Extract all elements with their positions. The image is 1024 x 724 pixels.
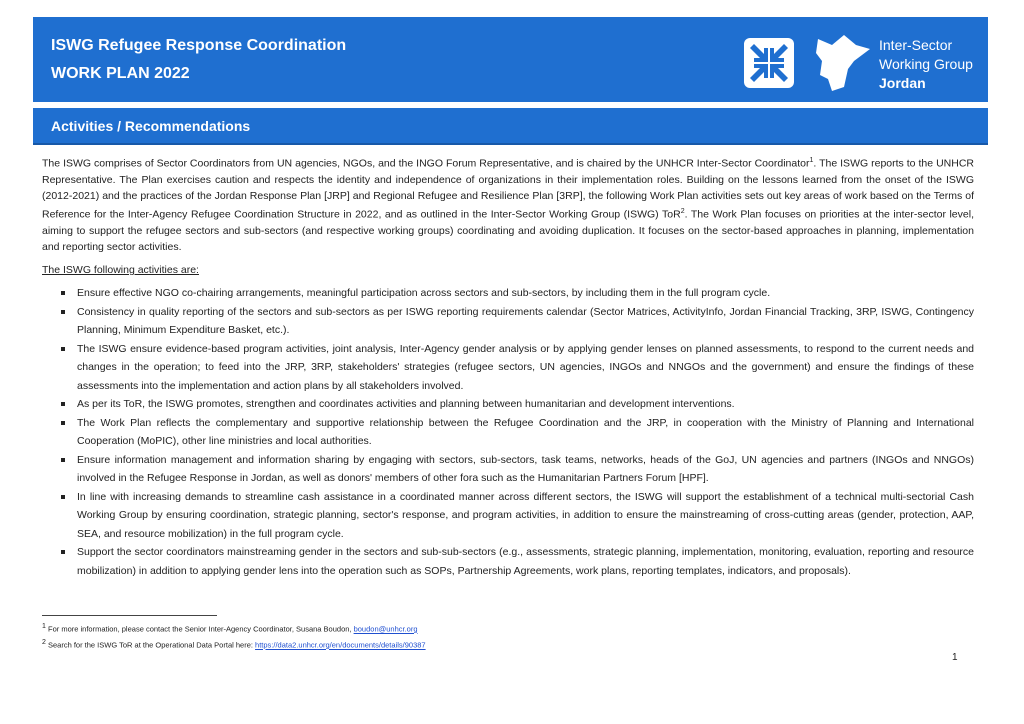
activity-text: As per its ToR, the ISWG promotes, strengthen and coordinates activities and planning between humanitarian and development interventions. <box>77 398 735 410</box>
bullet-icon <box>61 291 65 295</box>
bullet-icon <box>61 421 65 425</box>
email-link[interactable]: boudon@unhcr.org <box>353 624 418 634</box>
footnote-mark-2: 2 <box>42 639 46 646</box>
activity-text: The ISWG ensure evidence-based program activities, joint analysis, Inter-Agency gender analysis or by applying gender lenses on planned assessments, to respond to the current needs and changes in the operation; to feed into the JRP, 3RP, stakeholders' strategies (refugee sectors, UN agencies, INGOs and NNGOs and the government) and ensure the findings of these assessments into the implementation and action plans by all stakeholders involved. <box>77 342 974 392</box>
activity-text: Consistency in quality reporting of the sectors and sub-sectors as per ISWG reporting requirements calendar (Sector Matrices, ActivityInfo, Jordan Financial Tracking, 3RP, ISWG, Contingency Planning, Minimum Expenditure Basket, etc.). <box>77 305 974 336</box>
list-item <box>42 543 974 580</box>
bullet-icon <box>61 495 65 499</box>
bullet-icon <box>61 458 65 462</box>
list-item <box>42 451 974 488</box>
footnote-1 <box>42 623 418 634</box>
logo-line-1: Inter-Sector <box>879 37 953 53</box>
logo-line-3: Jordan <box>879 75 926 91</box>
list-item <box>42 488 974 544</box>
bullet-icon <box>61 550 65 554</box>
activity-text: In line with increasing demands to streamline cash assistance in a coordinated manner across different sectors, the ISWG will support the establishment of a technical multi-sectorial Cash Working Group by ensuring coordination, strategic planning, sector's response, and program activities, in addition to ensure the mainstreaming of cross-cutting areas (gender, protection, AAP, SEA, and resource mobilization) in the full program cycle. <box>77 490 974 540</box>
footnote-text-2: Search for the ISWG ToR at the Operational Data Portal here: <box>45 640 256 650</box>
logo-text <box>879 36 973 93</box>
list-item <box>42 395 974 414</box>
activities-heading: The ISWG following activities are: <box>42 264 199 276</box>
document-subtitle: WORK PLAN 2022 <box>51 65 190 82</box>
bullet-icon <box>61 310 65 314</box>
list-item <box>42 414 974 451</box>
footnote-mark-1: 1 <box>42 623 46 630</box>
logo-line-2: Working Group <box>879 56 973 72</box>
activity-text: Ensure effective NGO co-chairing arrangements, meaningful participation across sectors and sub-sectors, by including them in the full program cycle. <box>77 287 771 299</box>
list-item <box>42 340 974 396</box>
list-item <box>42 284 974 303</box>
jordan-map-icon <box>808 31 878 93</box>
footnote-text-1: For more information, please contact the Senior Inter-Agency Coordinator, Susana Boudon, <box>45 624 354 634</box>
footnote-ref-2[interactable]: 2 <box>680 208 685 216</box>
tor-link[interactable]: https://data2.unhcr.org/en/documents/details/90387 <box>255 640 426 650</box>
activity-text: The Work Plan reflects the complementary and supportive relationship between the Refugee Coordination and the JRP, in cooperation with the Ministry of Planning and International Cooperation (MoPIC), other line ministries and local authorities. <box>77 416 974 447</box>
section-title: Activities / Recommendations <box>51 118 251 134</box>
list-item <box>42 303 974 340</box>
activity-text: Support the sector coordinators mainstreaming gender in the sectors and sub-sub-sectors (e.g., assessments, strategic planning, implementation, monitoring, evaluation, reporting and resource mobilization) in addition to applying gender lens into the operation such as SOPs, Partnership Agreements, work plans, reporting templates, indicators, and proposals). <box>77 546 974 577</box>
header-banner <box>33 17 988 102</box>
bullet-icon <box>61 347 65 351</box>
bullet-icon <box>61 402 65 406</box>
section-bar <box>33 108 988 145</box>
intro-text-1: The ISWG comprises of Sector Coordinators from UN agencies, NGOs, and the INGO Forum Representative, and is chaired by the UNHCR Inter-Sector Coordinator <box>42 157 810 170</box>
footnote-divider <box>42 615 217 616</box>
activities-list <box>42 284 974 580</box>
document-title: ISWG Refugee Response Coordination <box>51 37 347 54</box>
footnote-ref-1[interactable]: 1 <box>809 157 814 164</box>
page-number: 1 <box>952 652 958 663</box>
activity-text: Ensure information management and information sharing by engaging with sectors, sub-sectors, task teams, networks, heads of the GoJ, UN agencies and partners (INGOs and NNGOs) involved in the Refugee Response in Jordan, as well as donors' members of other fora such as the Humanitarian Partners Forum [HPF]. <box>77 453 974 484</box>
intro-text-2: . The ISWG reports to the UNHCR Representative. The Plan exercises caution and respects the identity and independence of organizations in their implementation roles. Building on the lessons learned from the onset of the ISWG (2012-2021) and the practices of the Jordan Response Plan [JRP] and Regional Refugee and Resilience Plan [3RP], the following Work Plan activities sets out key areas of work based on the Terms of Reference for the Inter-Agency Refugee Coordination Structure in 2022, and as outlined in the Inter-Sector Working Group (ISWG) ToR <box>42 157 974 221</box>
footnote-2 <box>42 639 426 650</box>
intro-paragraph <box>42 153 974 256</box>
intro-text-3: . The Work Plan focuses on priorities at the inter-sector level, aiming to support the refugee sectors and sub-sectors (and respective working groups) coordinating and avoiding duplication. It focuses on the sector-based approaches in planning, implementation and reporting sector activities. <box>42 208 974 254</box>
arrows-inward-icon <box>744 38 794 88</box>
